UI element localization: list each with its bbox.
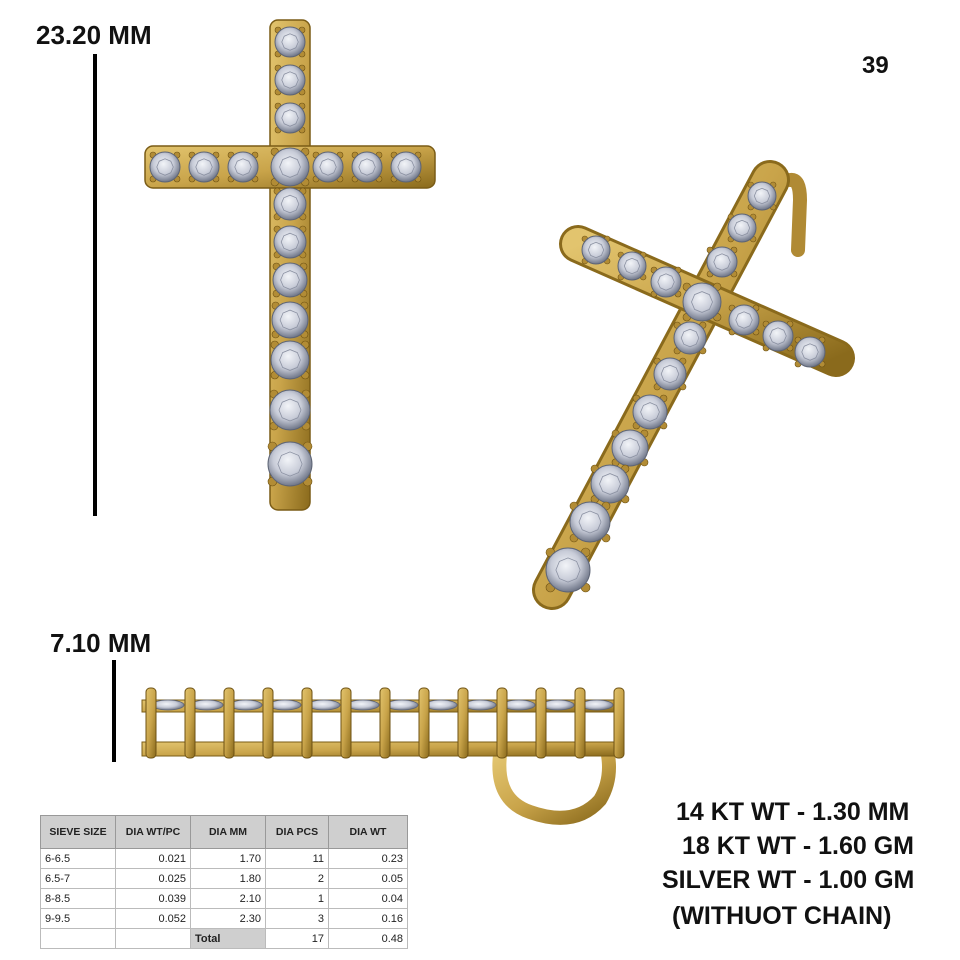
diamond-stone (683, 283, 721, 321)
prong (263, 688, 273, 758)
height-dimension-label: 23.20 MM (36, 20, 152, 50)
diamond-stone (275, 65, 305, 95)
table-row (41, 909, 408, 929)
cell-sieve-size: 9-9.5 (41, 909, 116, 929)
cell-sieve-size: 8-8.5 (41, 889, 116, 909)
diamond-stone (274, 188, 306, 220)
diamond-stone (464, 700, 496, 710)
header-sieve-size: SIEVE SIZE (41, 816, 116, 849)
diamond-stone (189, 152, 219, 182)
front-view-cross (145, 20, 435, 510)
diamond-stone (425, 700, 457, 710)
cell-dia-mm: 1.80 (191, 869, 266, 889)
diamond-stone (707, 247, 737, 277)
diamond-stone (228, 152, 258, 182)
cell-dia-wt: 0.23 (329, 849, 408, 869)
diamond-stone (795, 337, 825, 367)
prong (497, 688, 507, 758)
diamond-stone (582, 236, 610, 264)
prong (146, 688, 156, 758)
cell-dia-mm: 1.70 (191, 849, 266, 869)
total-pcs: 17 (266, 929, 329, 949)
prong (419, 688, 429, 758)
diamond-stone (386, 700, 418, 710)
diamond-stone (503, 700, 535, 710)
table-total-row (41, 929, 408, 949)
diamond-stone (275, 27, 305, 57)
weight-note: (WITHUOT CHAIN) (672, 902, 892, 930)
diamond-stone (273, 263, 307, 297)
cell-sieve-size: 6.5-7 (41, 869, 116, 889)
cell-dia-wt: 0.16 (329, 909, 408, 929)
diamond-stone (150, 152, 180, 182)
cell-dia-wt: 0.04 (329, 889, 408, 909)
depth-dimension-line (112, 660, 116, 762)
cell-dia-wt-pc: 0.052 (116, 909, 191, 929)
diamond-stone (542, 700, 574, 710)
diamond-spec-table (40, 815, 408, 949)
cell-dia-wt: 0.05 (329, 869, 408, 889)
cell-dia-mm: 2.30 (191, 909, 266, 929)
header-dia-pcs: DIA PCS (266, 816, 329, 849)
height-dimension-line (93, 54, 97, 516)
diamond-stone (274, 226, 306, 258)
diamond-stone (651, 267, 681, 297)
diamond-stone (272, 302, 308, 338)
diamond-stone (352, 152, 382, 182)
cell-dia-wt-pc: 0.025 (116, 869, 191, 889)
diamond-stone (275, 103, 305, 133)
cell-dia-mm: 2.10 (191, 889, 266, 909)
diamond-stone (313, 152, 343, 182)
prong (575, 688, 585, 758)
header-dia-wt: DIA WT (329, 816, 408, 849)
diamond-stone (581, 700, 613, 710)
cell-dia-pcs: 1 (266, 889, 329, 909)
diamond-stone (728, 214, 756, 242)
diamond-stone (152, 700, 184, 710)
diamond-stone (654, 358, 686, 390)
cell-dia-wt-pc: 0.021 (116, 849, 191, 869)
table-row (41, 869, 408, 889)
diamond-stone (546, 548, 590, 592)
table-header-row (41, 816, 408, 849)
cell-empty (41, 929, 116, 949)
diamond-stone (270, 390, 310, 430)
prong (341, 688, 351, 758)
table-row (41, 849, 408, 869)
diamond-stone (612, 430, 648, 466)
diamond-stone (391, 152, 421, 182)
cell-empty (116, 929, 191, 949)
cell-dia-pcs: 2 (266, 869, 329, 889)
diamond-stone (271, 341, 309, 379)
cell-dia-pcs: 11 (266, 849, 329, 869)
diamond-stone (674, 322, 706, 354)
diamond-stone (748, 182, 776, 210)
diamond-stone (269, 700, 301, 710)
header-dia-wt-pc: DIA WT/PC (116, 816, 191, 849)
diamond-stone (230, 700, 262, 710)
weight-14kt: 14 KT WT - 1.30 MM (676, 798, 910, 826)
prong (224, 688, 234, 758)
side-view-profile (142, 688, 624, 818)
cell-sieve-size: 6-6.5 (41, 849, 116, 869)
diamond-stone (729, 305, 759, 335)
perspective-view-cross (546, 180, 836, 592)
cell-dia-pcs: 3 (266, 909, 329, 929)
weight-18kt: 18 KT WT - 1.60 GM (682, 832, 914, 860)
diamond-stone (633, 395, 667, 429)
diamond-stone (191, 700, 223, 710)
diamond-stone (347, 700, 379, 710)
header-dia-mm: DIA MM (191, 816, 266, 849)
table-row (41, 889, 408, 909)
diamond-stone (268, 442, 312, 486)
diamond-stone (763, 321, 793, 351)
diamond-stone (308, 700, 340, 710)
prong (302, 688, 312, 758)
prong (185, 688, 195, 758)
diamond-stone (271, 148, 309, 186)
page-number: 39 (862, 52, 889, 79)
prong (380, 688, 390, 758)
diamond-stone (570, 502, 610, 542)
total-wt: 0.48 (329, 929, 408, 949)
prong (614, 688, 624, 758)
weight-silver: SILVER WT - 1.00 GM (662, 866, 915, 894)
total-label: Total (191, 929, 266, 949)
diamond-stone (618, 252, 646, 280)
cell-dia-wt-pc: 0.039 (116, 889, 191, 909)
prong (536, 688, 546, 758)
depth-dimension-label: 7.10 MM (50, 628, 152, 658)
prong (458, 688, 468, 758)
diamond-stone (591, 465, 629, 503)
